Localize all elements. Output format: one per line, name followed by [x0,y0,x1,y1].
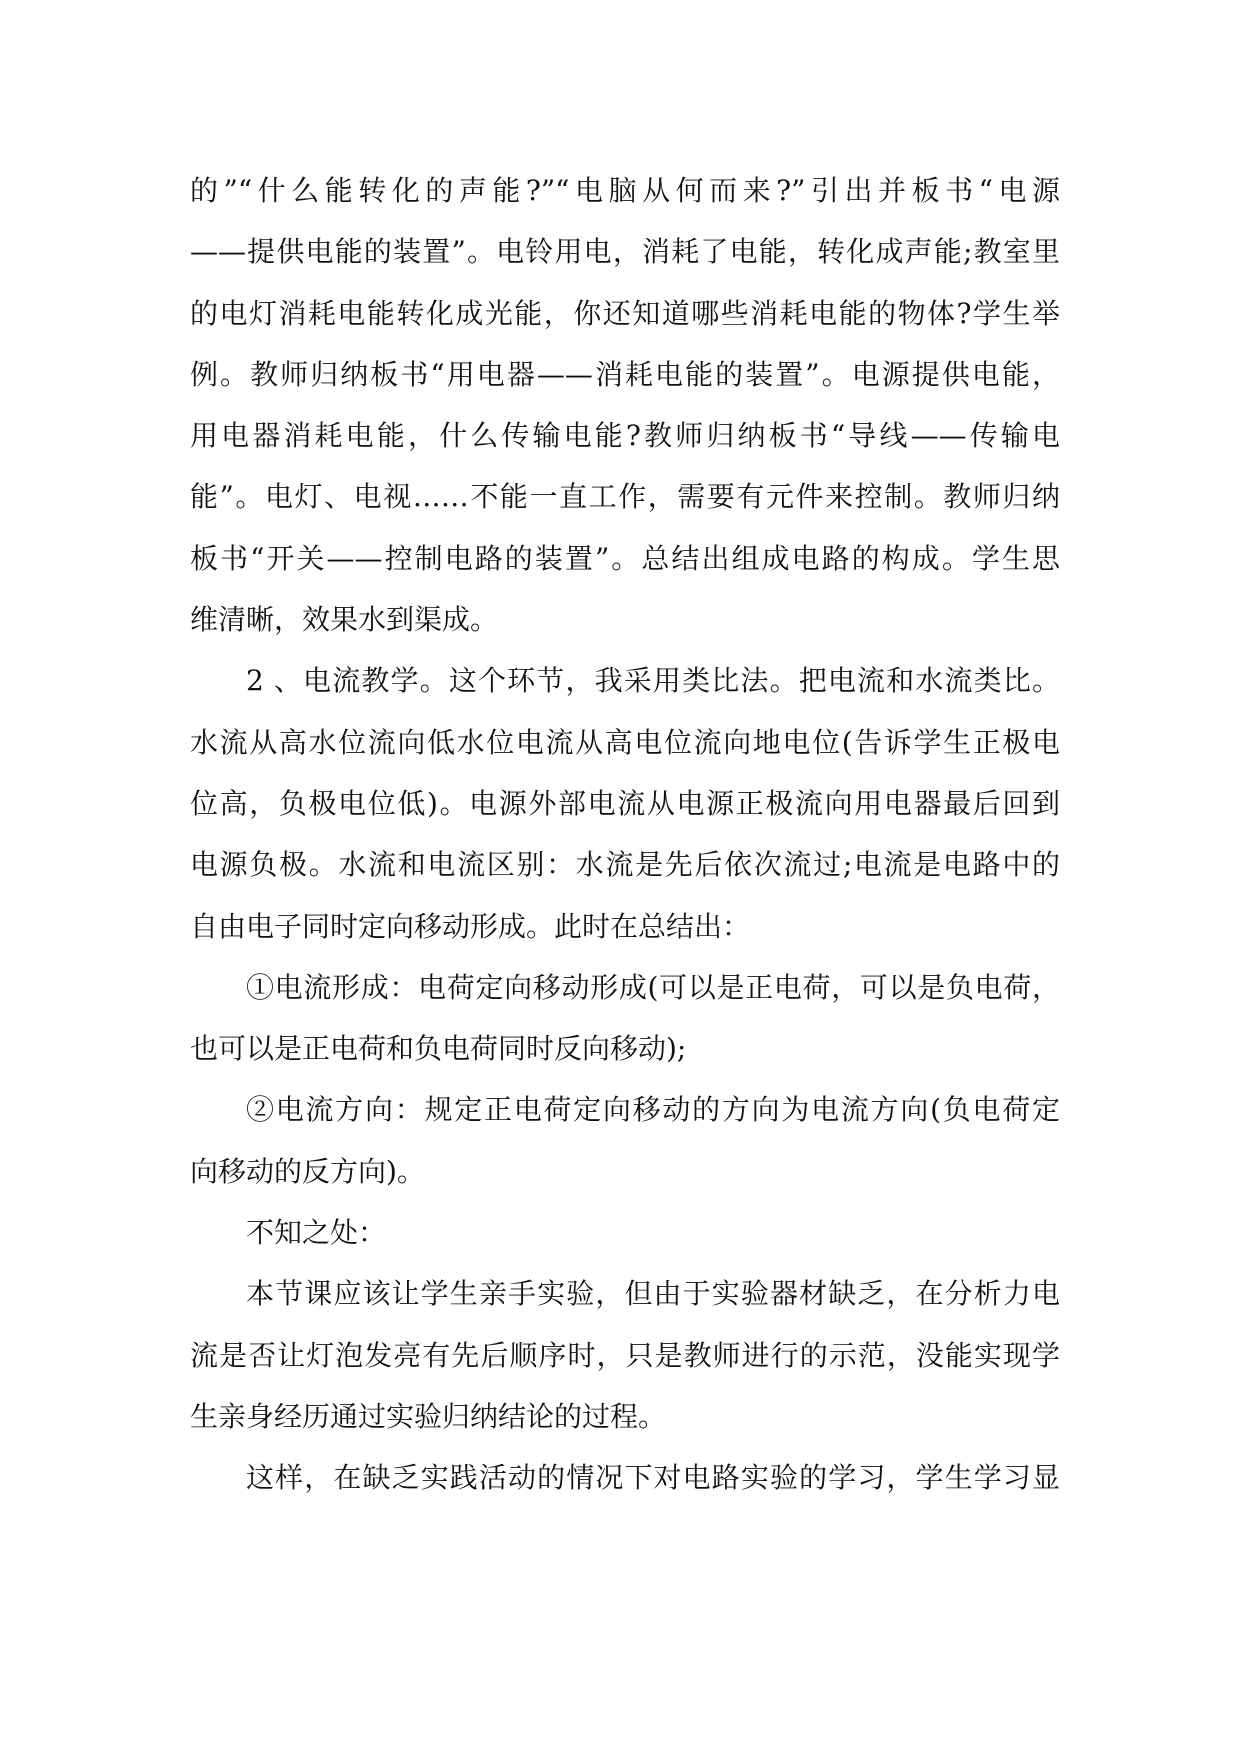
text-line: ——提供电能的装置”。电铃用电，消耗了电能，转化成声能;教室里 [190,235,1060,269]
document-body [190,160,1060,1509]
text-line: 向移动的反方向)。 [190,1154,425,1188]
text-line: 不知之处： [246,1216,387,1250]
text-line: 位高，负极电位低)。电源外部电流从电源正极流向用电器最后回到 [190,786,1060,820]
text-line: 生亲身经历通过实验归纳结论的过程。 [190,1399,667,1433]
text-line: ②电流方向：规定正电荷定向移动的方向为电流方向(负电荷定 [246,1093,1060,1127]
text-line: 这样，在缺乏实践活动的情况下对电路实验的学习，学生学习显 [246,1461,1060,1495]
text-line: 电源负极。水流和电流区别：水流是先后依次流过;电流是电路中的 [190,848,1060,882]
text-line: ①电流形成：电荷定向移动形成(可以是正电荷，可以是负电荷， [246,970,1060,1004]
text-line: 也可以是正电荷和负电荷同时反向移动); [190,1032,687,1066]
text-line: 能”。电灯、电视……不能一直工作，需要有元件来控制。教师归纳 [190,480,1060,514]
text-line: 维清晰，效果水到渠成。 [190,603,499,637]
text-line: 例。教师归纳板书“用电器——消耗电能的装置”。电源提供电能， [190,357,1060,391]
text-line: 本节课应该让学生亲手实验，但由于实验器材缺乏，在分析力电 [246,1277,1060,1311]
text-line: 自由电子同时定向移动形成。此时在总结出： [190,909,751,943]
text-line: 水流从高水位流向低水位电流从高电位流向地电位(告诉学生正极电 [190,725,1060,759]
text-line: 用电器消耗电能，什么传输电能?教师归纳板书“导线——传输电 [190,419,1060,453]
text-line: 的电灯消耗电能转化成光能，你还知道哪些消耗电能的物体?学生举 [190,296,1060,330]
text-line: 的”“什么能转化的声能?”“电脑从何而来?”引出并板书“电源 [190,174,1060,207]
text-line: 流是否让灯泡发亮有先后顺序时，只是教师进行的示范，没能实现学 [190,1338,1060,1372]
text-line: 板书“开关——控制电路的装置”。总结出组成电路的构成。学生思 [190,541,1060,575]
text-line: 2 、电流教学。这个环节，我采用类比法。把电流和水流类比。 [246,664,1060,698]
